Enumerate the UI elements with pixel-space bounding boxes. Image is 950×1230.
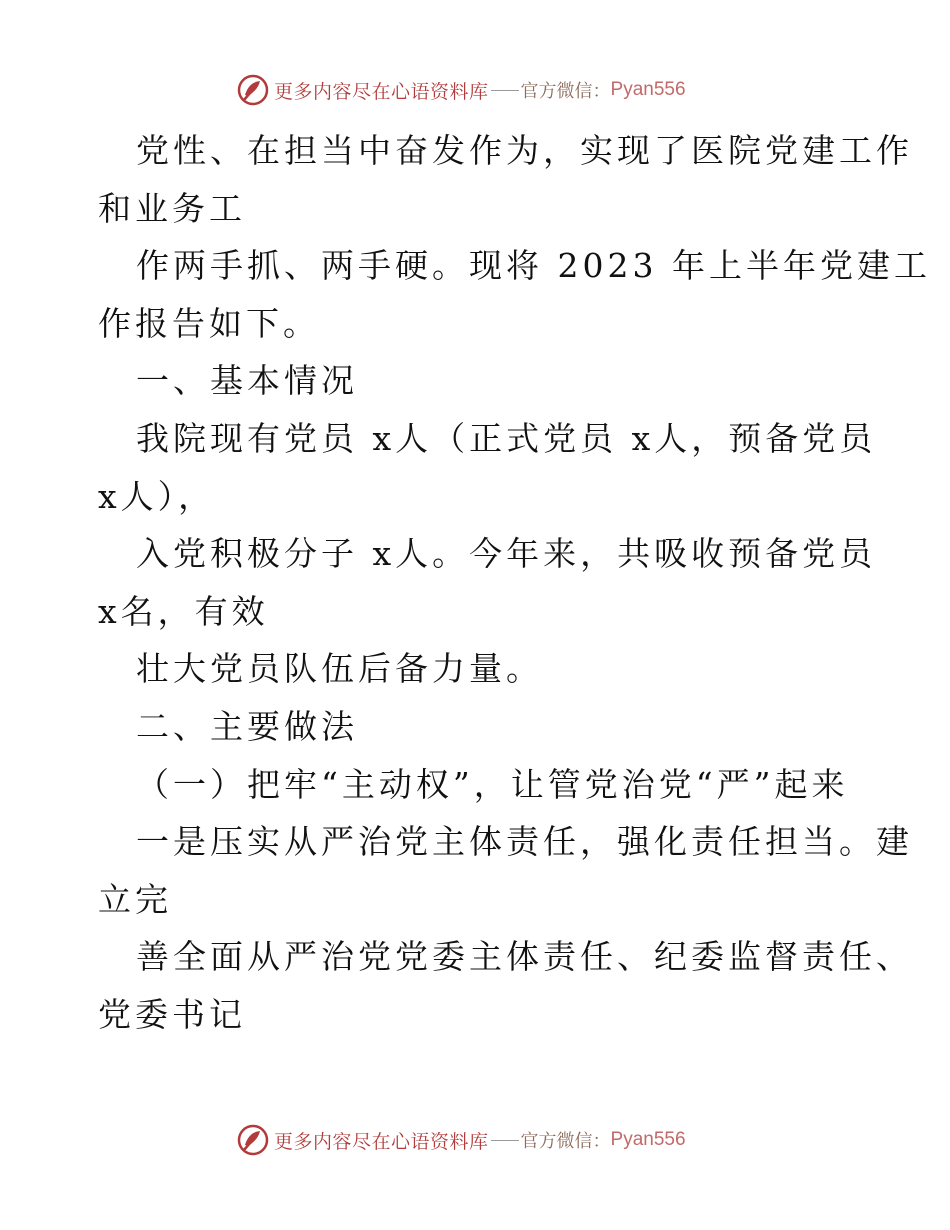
text-line: 立完 [98,879,172,919]
text-line: 我院现有党员 x人（正式党员 x人，预备党员 [136,418,877,458]
text-line: 作两手抓、两手硬。现将 2023 年上半年党建工 [136,246,931,286]
watermark-dash [491,1140,519,1141]
watermark-label: 官方微信： [520,81,611,102]
text-line: （一）把牢“主动权”，让管党治党“严”起来 [136,764,849,804]
pen-logo-icon [236,1123,270,1157]
text-line: 入党积极分子 x人。今年来，共吸收预备党员 [136,534,877,574]
text-line: 善全面从严治党党委主体责任、纪委监督责任、 [136,937,913,977]
header-watermark [236,72,686,108]
text-line: 壮大党员队伍后备力量。 [136,649,543,689]
watermark-id: Pyan556 [610,79,686,100]
watermark-dash [491,90,519,91]
footer-watermark [236,1122,686,1158]
document-body [98,122,931,1044]
text-line: 作报告如下。 [98,303,320,343]
text-line: 党性、在担当中奋发作为，实现了医院党建工作 [136,131,913,170]
text-line: 党委书记 [98,994,246,1034]
watermark-main-text: 更多内容尽在心语资料库 [274,80,489,103]
text-line: 一、基本情况 [136,361,358,401]
text-line: 和业务工 [98,188,246,228]
pen-logo-icon [236,73,270,107]
watermark-label: 官方微信： [520,1131,611,1152]
watermark-main-text: 更多内容尽在心语资料库 [274,1130,489,1153]
text-line: 一是压实从严治党主体责任，强化责任担当。建 [136,822,913,862]
text-line: 二、主要做法 [136,706,358,746]
text-line: x人）， [98,476,216,516]
watermark-id: Pyan556 [610,1129,686,1150]
text-line: x名，有效 [98,591,269,631]
